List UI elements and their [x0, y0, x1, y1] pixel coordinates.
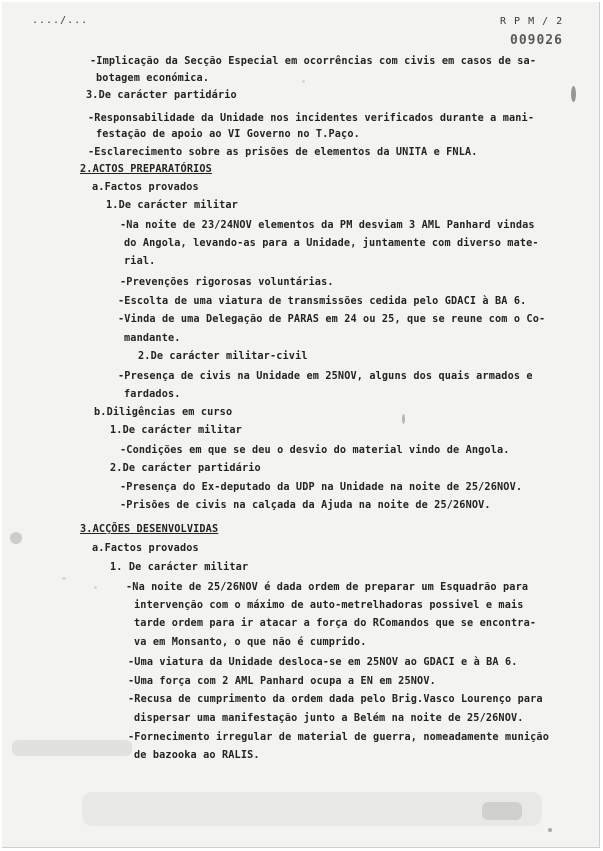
scan-speck [10, 532, 22, 544]
document-reference: R P M / 2 [500, 16, 564, 27]
section-heading: 2.ACTOS PREPARATÓRIOS [80, 164, 212, 175]
text-line: -Prevenções rigorosas voluntárias. [120, 277, 334, 288]
document-number-stamp: 009026 [510, 33, 563, 48]
subsection-heading: 1. De carácter militar [110, 562, 249, 573]
scan-speck [62, 577, 66, 580]
text-line: mandante. [124, 333, 181, 344]
text-line: fardados. [124, 389, 181, 400]
text-line: do Angola, levando-as para a Unidade, juntamente com diverso mate- [124, 238, 539, 249]
text-line: va em Monsanto, o que não é cumprido. [134, 637, 367, 648]
text-line: -Responsabilidade da Unidade nos incidentes verificados durante a mani- [88, 113, 535, 124]
subsection-heading: 1.De carácter militar [106, 200, 238, 211]
scan-speck [82, 792, 542, 826]
subsection-heading: 1.De carácter militar [110, 425, 242, 436]
section-heading: 3.De carácter partidário [86, 90, 237, 101]
text-line: -Esclarecimento sobre as prisões de elementos da UNITA e FNLA. [88, 147, 478, 158]
text-line: de bazooka ao RALIS. [134, 750, 260, 761]
text-line: botagem económica. [96, 73, 210, 84]
subsection-heading: 2.De carácter partidário [110, 463, 261, 474]
scan-speck [402, 414, 405, 424]
text-line: -Implicação da Secção Especial em ocorrências com civis em casos de sa- [90, 56, 537, 67]
text-line: dispersar uma manifestação junto a Belém na noite de 25/26NOV. [134, 713, 524, 724]
text-line: -Condições em que se deu o desvio do material vindo de Angola. [120, 445, 510, 456]
text-line: -Fornecimento irregular de material de guerra, nomeadamente munição [128, 732, 549, 743]
section-heading: 3.ACÇÕES DESENVOLVIDAS [80, 524, 219, 535]
text-line: -Prisões de civis na calçada da Ajuda na noite de 25/26NOV. [120, 500, 491, 511]
text-line: -Uma viatura da Unidade desloca-se em 25NOV ao GDACI e à BA 6. [128, 657, 518, 668]
text-line: -Recusa de cumprimento da ordem dada pelo Brig.Vasco Lourenço para [128, 694, 543, 705]
text-line: -Na noite de 23/24NOV elementos da PM desviam 3 AML Panhard vindas [120, 220, 535, 231]
text-line: -Presença do Ex-deputado da UDP na Unidade na noite de 25/26NOV. [120, 482, 523, 493]
document-page [2, 2, 600, 848]
scan-speck [482, 802, 522, 820]
page-continuation-marker: ..../... [32, 15, 89, 26]
text-line: -Na noite de 25/26NOV é dada ordem de preparar um Esquadrão para [126, 582, 529, 593]
text-line: -Escolta de uma viatura de transmissões cedida pelo GDACI à BA 6. [118, 296, 527, 307]
subsection-heading: a.Factos provados [92, 182, 199, 193]
subsection-heading: a.Factos provados [92, 543, 199, 554]
text-line: -Vinda de uma Delegação de PARAS em 24 ou 25, que se reune com o Co- [118, 314, 546, 325]
scan-speck [12, 740, 132, 756]
scan-speck [548, 828, 552, 832]
text-line: -Presença de civis na Unidade em 25NOV, alguns dos quais armados e [118, 371, 533, 382]
scan-speck [571, 86, 576, 102]
scan-speck [94, 586, 97, 589]
subsection-heading: b.Diligências em curso [94, 407, 233, 418]
text-line: rial. [124, 256, 156, 267]
text-line: tarde ordem para ir atacar a força do RComandos que se encontra- [134, 618, 537, 629]
text-line: festação de apoio ao VI Governo no T.Paço. [96, 129, 360, 140]
scan-speck [302, 80, 305, 83]
scan-speck [212, 240, 215, 243]
text-line: intervenção com o máximo de auto-metrelhadoras possivel e mais [134, 600, 524, 611]
subsection-heading: 2.De carácter militar-civil [138, 351, 308, 362]
text-line: -Uma força com 2 AML Panhard ocupa a EN em 25NOV. [128, 676, 436, 687]
